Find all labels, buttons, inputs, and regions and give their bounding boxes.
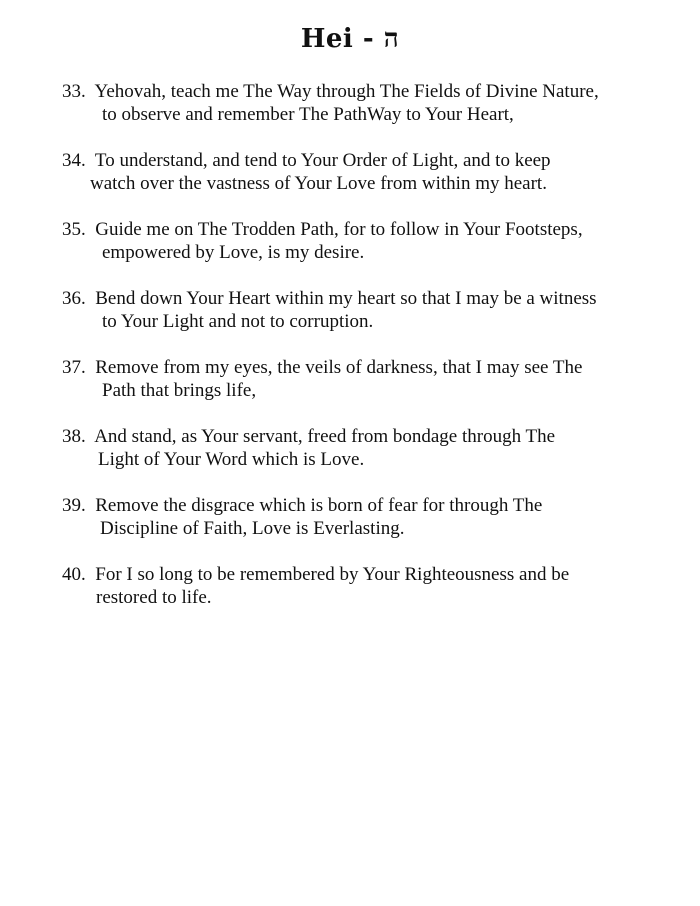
verse-text-line-1: Guide me on The Trodden Path, for to follow in Your Footsteps, [95,219,583,240]
verse-text-line-1: For I so long to be remembered by Your Righteousness and be [95,564,570,585]
verse-number: 40. [62,564,86,585]
verse-40 [62,563,652,609]
verse-text-line-1: Remove from my eyes, the veils of darkness, that I may see The [95,357,583,378]
verse-38 [62,425,652,471]
title-text: Hei - [300,24,384,54]
verse-number: 33. [62,81,86,102]
hebrew-letter: ה [383,24,400,54]
verse-text-line-2: watch over the vastness of Your Love from within my heart. [90,173,547,194]
verse-number: 35. [62,219,86,240]
verse-text-line-2: to Your Light and not to corruption. [102,311,374,332]
verse-number: 36. [62,288,86,309]
verse-number: 37. [62,357,86,378]
page-title [0,24,700,54]
verse-number: 39. [62,495,86,516]
verse-list [62,80,652,632]
verse-text-line-1: Remove the disgrace which is born of fear for through The [95,495,543,516]
verse-text-line-1: Yehovah, teach me The Way through The Fields of Divine Nature, [94,81,599,102]
verse-text-line-2: Path that brings life, [102,380,257,401]
verse-35 [62,218,652,264]
verse-text-line-2: Discipline of Faith, Love is Everlasting. [100,518,405,539]
verse-34 [62,149,652,195]
verse-number: 34. [62,150,86,171]
verse-text-line-1: And stand, as Your servant, freed from bondage through The [94,426,556,447]
verse-text-line-1: To understand, and tend to Your Order of Light, and to keep [94,150,551,171]
verse-text-line-2: empowered by Love, is my desire. [102,242,365,263]
verse-37 [62,356,652,402]
verse-text-line-2: Light of Your Word which is Love. [98,449,365,470]
verse-text-line-1: Bend down Your Heart within my heart so that I may be a witness [95,288,597,309]
verse-33 [62,80,652,126]
verse-number: 38. [62,426,86,447]
verse-text-line-2: restored to life. [96,587,212,608]
verse-36 [62,287,652,333]
verse-text-line-2: to observe and remember The PathWay to Your Heart, [102,104,514,125]
verse-39 [62,494,652,540]
